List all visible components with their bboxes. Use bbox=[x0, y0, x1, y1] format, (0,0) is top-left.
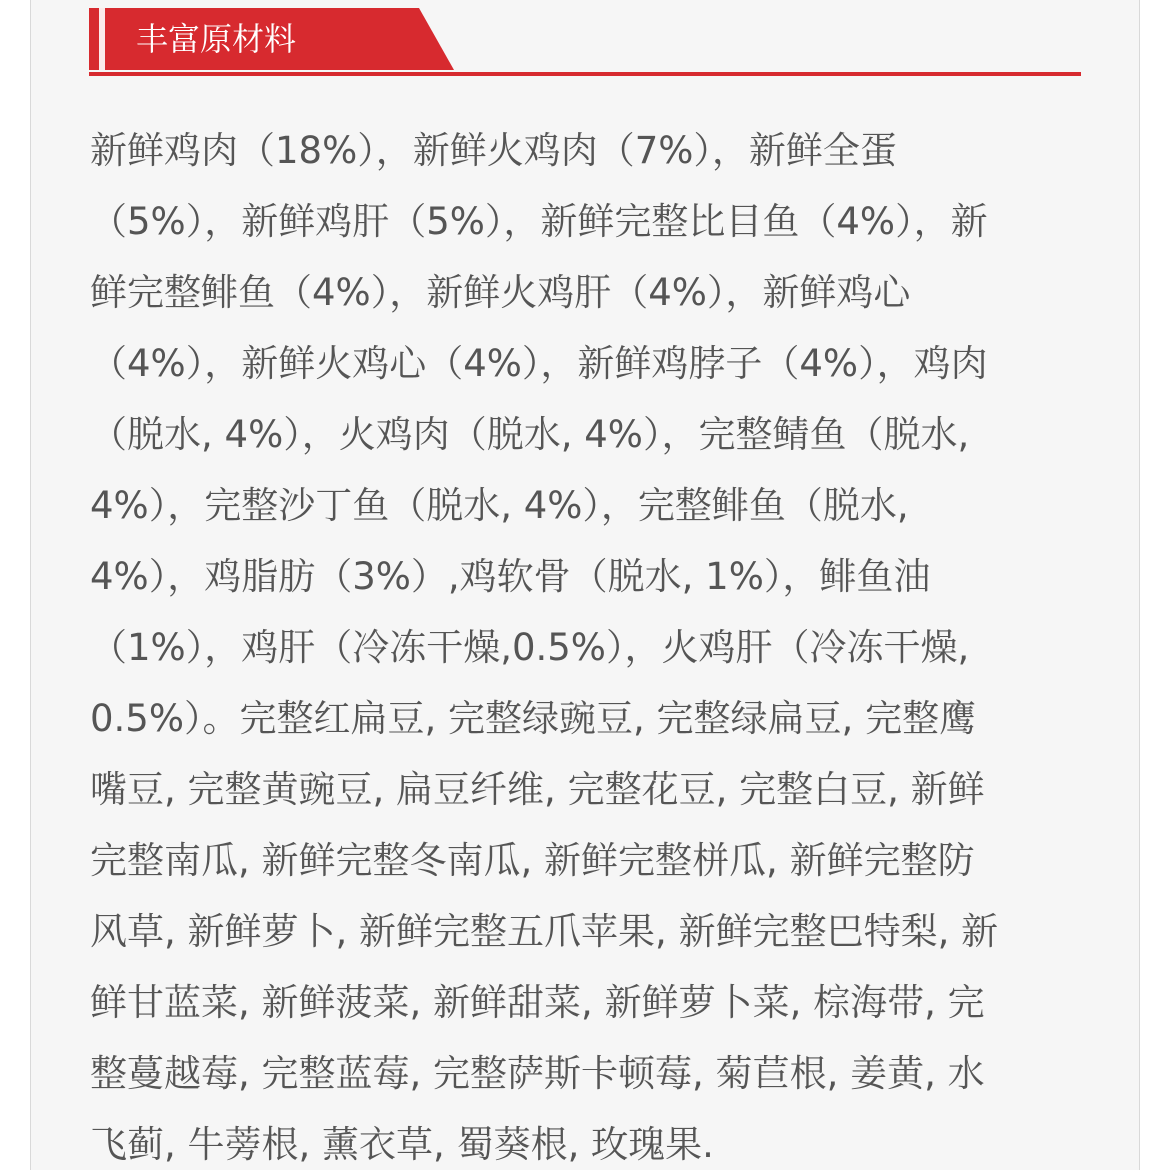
ingredients-paragraph bbox=[90, 115, 1090, 1170]
ingredients-line: （1%），鸡肝（冷冻干燥,0.5%），火鸡肝（冷冻干燥, bbox=[90, 626, 970, 669]
ingredients-line: 鲜甘蓝菜, 新鲜菠菜, 新鲜甜菜, 新鲜萝卜菜, 棕海带, 完 bbox=[90, 981, 985, 1024]
left-margin bbox=[0, 0, 31, 1170]
ingredients-line: 风草, 新鲜萝卜, 新鲜完整五爪苹果, 新鲜完整巴特梨, 新 bbox=[90, 910, 999, 953]
section-title: 丰富原材料 bbox=[136, 20, 297, 58]
ingredients-line: 完整南瓜, 新鲜完整冬南瓜, 新鲜完整栟瓜, 新鲜完整防 bbox=[90, 839, 975, 882]
ingredients-line: （4%），新鲜火鸡心（4%），新鲜鸡脖子（4%），鸡肉 bbox=[90, 342, 988, 385]
ingredients-line: 4%），完整沙丁鱼（脱水, 4%），完整鲱鱼（脱水, bbox=[90, 484, 909, 527]
ingredients-line: 0.5%）。完整红扁豆, 完整绿豌豆, 完整绿扁豆, 完整鹰 bbox=[90, 697, 977, 740]
ingredients-line: 嘴豆, 完整黄豌豆, 扁豆纤维, 完整花豆, 完整白豆, 新鲜 bbox=[90, 768, 985, 811]
ingredients-line: （5%），新鲜鸡肝（5%），新鲜完整比目鱼（4%），新 bbox=[90, 200, 988, 243]
section-divider bbox=[89, 72, 1081, 76]
section-header-accent bbox=[99, 8, 105, 70]
section-header bbox=[89, 8, 459, 70]
right-margin bbox=[1139, 0, 1170, 1170]
ingredients-line: 鲜完整鲱鱼（4%），新鲜火鸡肝（4%），新鲜鸡心 bbox=[90, 271, 911, 314]
ingredients-line: 新鲜鸡肉（18%），新鲜火鸡肉（7%），新鲜全蛋 bbox=[90, 129, 897, 172]
ingredients-line: 4%），鸡脂肪（3%）,鸡软骨（脱水, 1%），鲱鱼油 bbox=[90, 555, 931, 598]
ingredients-line: 飞蓟, 牛蒡根, 薰衣草, 蜀葵根, 玫瑰果. bbox=[90, 1123, 714, 1166]
ingredients-line: （脱水, 4%），火鸡肉（脱水, 4%），完整鲭鱼（脱水, bbox=[90, 413, 970, 456]
ingredients-line: 整蔓越莓, 完整蓝莓, 完整萨斯卡顿莓, 菊苣根, 姜黄, 水 bbox=[90, 1052, 985, 1095]
